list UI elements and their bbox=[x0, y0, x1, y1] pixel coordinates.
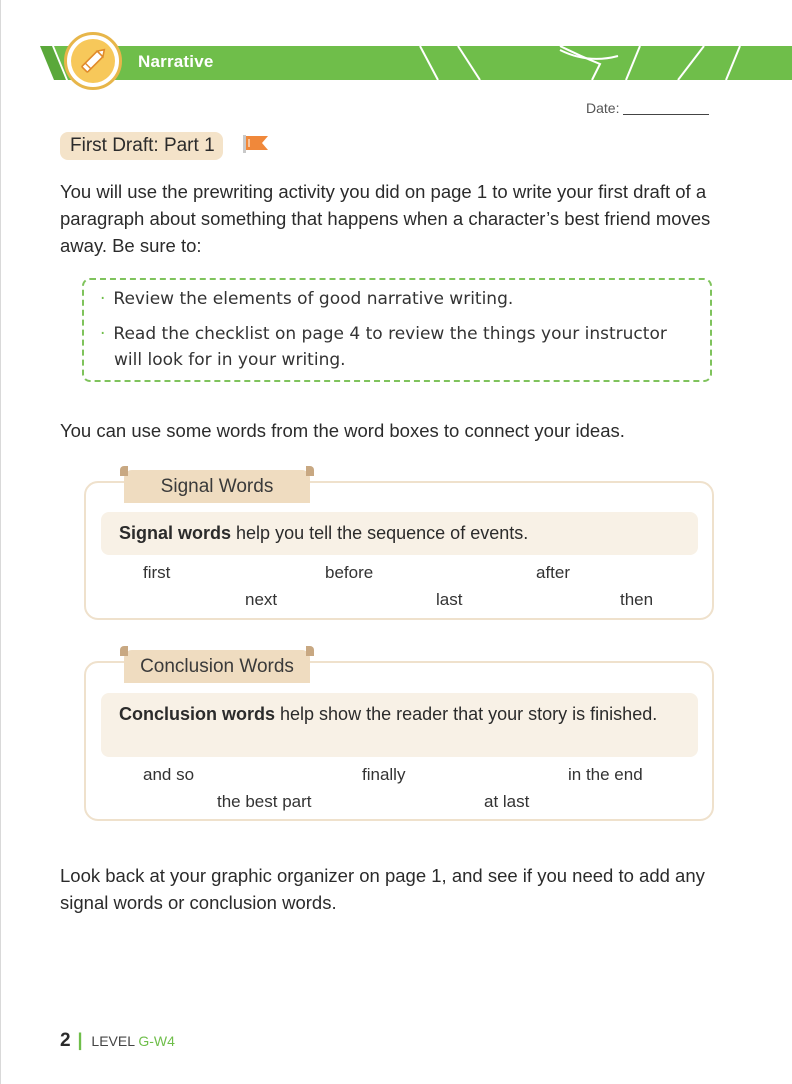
footer-separator: | bbox=[77, 1030, 83, 1050]
level-label: LEVEL bbox=[91, 1033, 135, 1049]
date-label: Date: bbox=[586, 100, 620, 116]
closing-paragraph: Look back at your graphic organizer on page 1, and see if you need to add any signal words or conclusion words. bbox=[60, 865, 705, 913]
page-footer bbox=[60, 1030, 175, 1052]
conclusion-word: finally bbox=[362, 765, 406, 784]
page-number: 2 bbox=[60, 1030, 71, 1051]
checklist-box bbox=[82, 278, 712, 382]
checklist-item: · Review the elements of good narrative writing. bbox=[100, 289, 514, 309]
conclusion-words-definition: Conclusion words help show the reader that your story is finished. bbox=[101, 693, 698, 757]
signal-word: then bbox=[620, 590, 654, 609]
page-edge-rule bbox=[0, 0, 1, 1084]
signal-words-title: Signal Words bbox=[124, 470, 310, 503]
signal-word: next bbox=[245, 590, 278, 609]
pencil-badge bbox=[64, 32, 122, 90]
date-blank-line[interactable] bbox=[623, 114, 709, 115]
pencil-icon bbox=[75, 43, 111, 79]
intro-paragraph: You will use the prewriting activity you did on page 1 to write your first draft of a paragraph about something that happens when a character’s best friend moves away. Be sure to: bbox=[60, 181, 711, 256]
checklist-item: · Read the checklist on page 4 to review the things your instructor will look for in your writing. bbox=[100, 324, 667, 370]
date-field[interactable] bbox=[586, 100, 709, 116]
signal-word: after bbox=[536, 563, 571, 582]
flag-icon bbox=[242, 133, 270, 155]
section-label: Narrative bbox=[138, 52, 214, 71]
conclusion-word: the best part bbox=[217, 792, 312, 811]
signal-word: before bbox=[325, 563, 374, 582]
conclusion-words-title: Conclusion Words bbox=[124, 650, 310, 683]
section-heading: First Draft: Part 1 bbox=[60, 132, 223, 160]
signal-words-definition: Signal words help you tell the sequence of events. bbox=[101, 512, 698, 555]
connect-instruction: You can use some words from the word boxes to connect your ideas. bbox=[60, 420, 625, 441]
level-code: G-W4 bbox=[138, 1033, 175, 1049]
conclusion-word: at last bbox=[484, 792, 530, 811]
signal-word: last bbox=[436, 590, 463, 609]
conclusion-word: in the end bbox=[568, 765, 643, 784]
conclusion-word: and so bbox=[143, 765, 195, 784]
signal-word: first bbox=[143, 563, 171, 582]
